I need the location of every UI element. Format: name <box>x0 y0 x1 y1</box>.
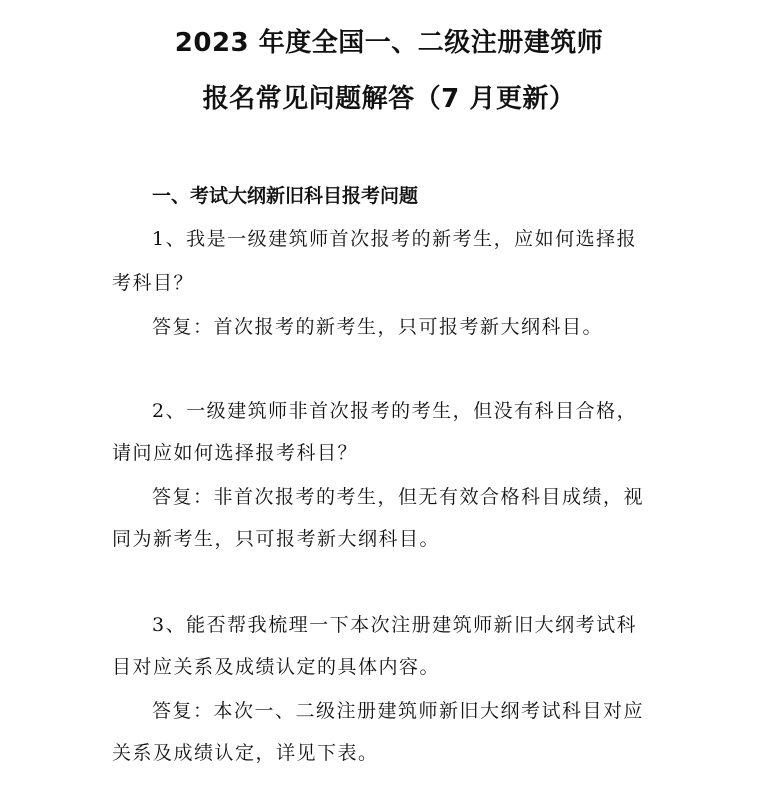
question-2-line-1: 2、一级建筑师非首次报考的考生，但没有科目合格， <box>152 400 638 422</box>
answer-3-line-2: 关系及成绩认定，详见下表。 <box>112 742 379 764</box>
answer-1: 答复：首次报考的新考生，只可报考新大纲科目。 <box>152 316 604 338</box>
document-title-line-1: 2023 年度全国一、二级注册建筑师 <box>174 28 604 58</box>
question-3-line-2: 目对应关系及成绩认定的具体内容。 <box>112 656 441 678</box>
answer-2-line-1: 答复：非首次报考的考生，但无有效合格科目成绩，视 <box>152 486 645 508</box>
question-2-line-2: 请问应如何选择报考科目？ <box>112 442 359 464</box>
question-3-line-1: 3、能否帮我梳理一下本次注册建筑师新旧大纲考试科 <box>152 614 638 636</box>
question-1-line-2: 考科目？ <box>112 272 195 294</box>
question-1-line-1: 1、我是一级建筑师首次报考的新考生，应如何选择报 <box>152 228 638 250</box>
document-title-line-2: 报名常见问题解答（7 月更新） <box>202 84 576 114</box>
answer-3-line-1: 答复：本次一、二级注册建筑师新旧大纲考试科目对应 <box>152 700 645 722</box>
answer-2-line-2: 同为新考生，只可报考新大纲科目。 <box>112 528 441 550</box>
section-heading: 一、考试大纲新旧科目报考问题 <box>152 185 419 207</box>
